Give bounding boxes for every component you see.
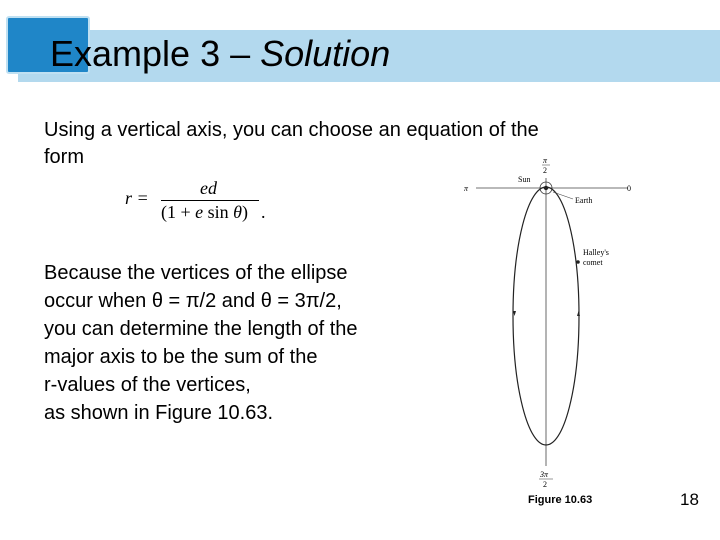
- comet-orbit: [513, 187, 579, 445]
- bottom-angle-numerator: 3π: [540, 470, 549, 479]
- comet-marker: [576, 260, 580, 264]
- earth-orbit: [540, 182, 552, 194]
- earth-pointer: [553, 192, 573, 199]
- comet-label-line-2: comet: [583, 258, 603, 267]
- body-line-4: major axis to be the sum of the: [44, 346, 318, 368]
- equation-period: .: [261, 202, 266, 222]
- axis-pi-label: π: [464, 184, 469, 193]
- top-angle-denominator: 2: [543, 166, 547, 175]
- page-number: 18: [680, 490, 699, 509]
- body-line-1: Because the vertices of the ellipse: [44, 262, 348, 284]
- orbit-arrow-right: [577, 311, 580, 316]
- equation-numerator: ed: [200, 178, 217, 198]
- body-line-5: r-values of the vertices,: [44, 374, 251, 396]
- sun-marker: [544, 186, 548, 190]
- intro-line-1: Using a vertical axis, you can choose an equation of the: [44, 119, 539, 141]
- denominator-post: ): [242, 202, 249, 222]
- body-line-2: occur when θ = π/2 and θ = 3π/2,: [44, 290, 342, 312]
- intro-line-2: form: [44, 146, 84, 168]
- slide-title-italic: Solution: [260, 33, 391, 74]
- equation-lhs: r =: [125, 188, 149, 208]
- equation-denominator: [161, 202, 248, 223]
- denominator-theta: θ: [233, 202, 243, 222]
- fraction-bar: [161, 200, 259, 201]
- orbit-arrow-left: [513, 311, 516, 316]
- denominator-e: e: [195, 202, 204, 222]
- axis-zero-label: 0: [627, 184, 631, 193]
- denominator-sin: sin: [203, 202, 234, 222]
- top-angle-numerator: π: [543, 156, 548, 165]
- slide-title: [50, 32, 390, 76]
- slide-title-main: Example 3 –: [50, 33, 261, 74]
- bottom-angle-denominator: 2: [543, 480, 547, 489]
- denominator-pre: (1 +: [161, 202, 196, 222]
- body-line-3: you can determine the length of the: [44, 318, 358, 340]
- polar-equation: [125, 178, 285, 224]
- figure-caption: Figure 10.63: [528, 494, 593, 506]
- comet-label-line-1: Halley's: [583, 248, 609, 257]
- earth-label: Earth: [575, 196, 593, 205]
- body-line-6: as shown in Figure 10.63.: [44, 402, 274, 424]
- sun-label: Sun: [518, 175, 531, 184]
